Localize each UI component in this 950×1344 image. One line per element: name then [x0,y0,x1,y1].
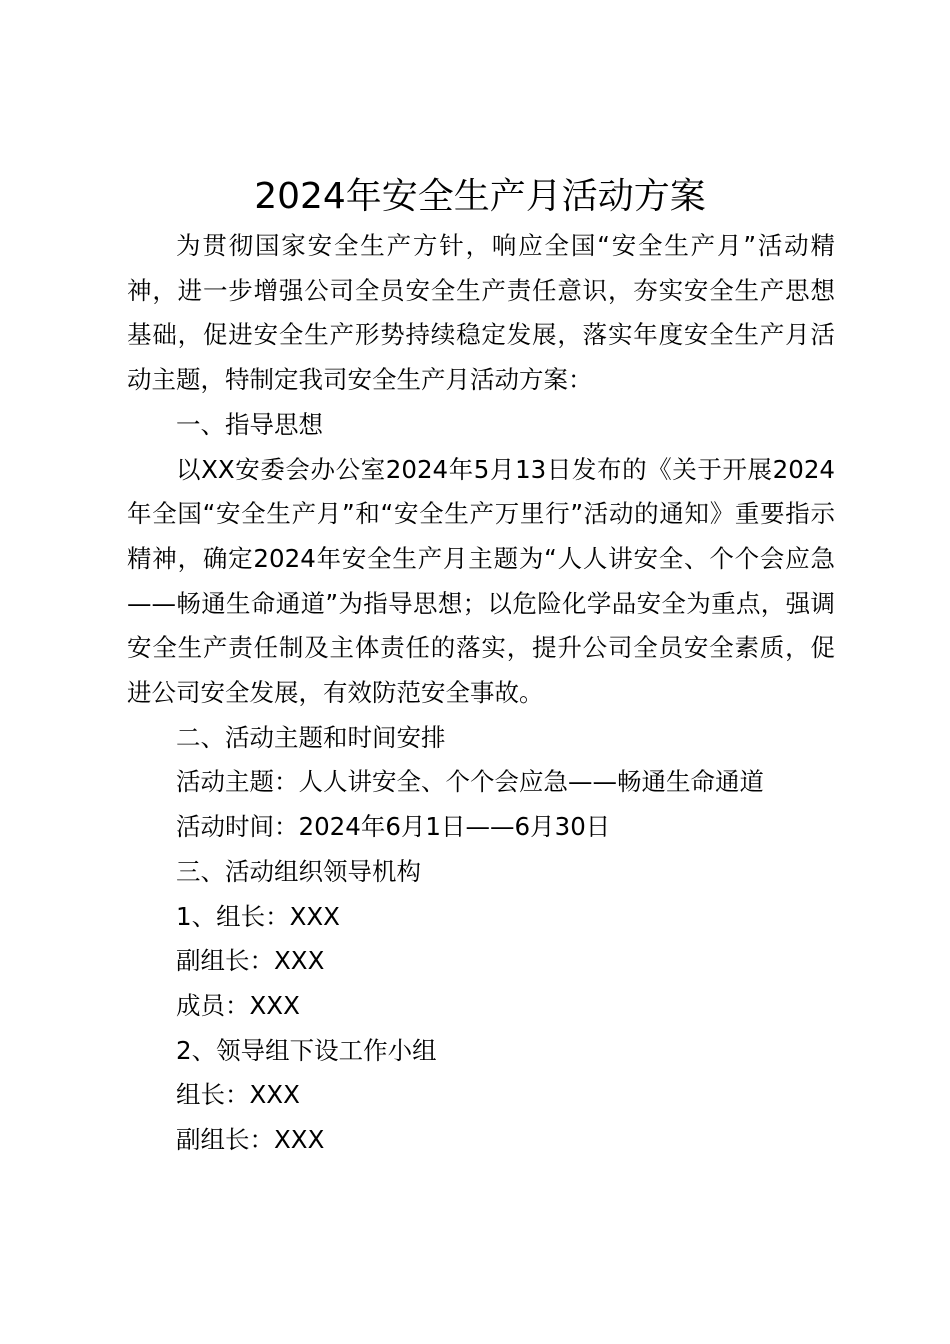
activity-theme-line: 活动主题：人人讲安全、个个会应急——畅通生命通道 [176,767,764,797]
document-title: 2024年安全生产月活动方案 [254,176,706,217]
deputy-leader-line: 副组长：XXX [176,946,325,976]
section-heading-theme-schedule: 二、活动主题和时间安排 [176,722,446,752]
document-body [127,224,835,1163]
subgroup-deputy-leader-line: 副组长：XXX [176,1125,325,1155]
subgroup-leader-line: 组长：XXX [176,1080,300,1110]
intro-paragraph: 为贯彻国家安全生产方针，响应全国“安全生产月”活动精神，进一步增强公司全员安全生产责任意识，夯实安全生产思想基础，促进安全生产形势持续稳定发展，落实年度安全生产月活动主题，特制定我司安全生产月活动方案： [127,231,835,395]
members-line: 成员：XXX [176,990,300,1020]
section-heading-leadership: 三、活动组织领导机构 [176,856,421,886]
guiding-ideology-paragraph: 以XX安委会办公室2024年5月13日发布的《关于开展2024年全国“安全生产月”和“安全生产万里行”活动的通知》重要指示精神，确定2024年安全生产月主题为“人人讲安全、个个会应急——畅通生命通道”为指导思想；以危险化学品安全为重点，强调安全生产责任制及主体责任的落实，提升公司全员安全素质，促进公司安全发展，有效防范安全事故。 [127,454,835,708]
leader-line: 1、组长：XXX [176,901,340,931]
subgroup-heading: 2、领导组下设工作小组 [176,1035,437,1065]
section-heading-guiding-ideology: 一、指导思想 [176,409,323,439]
activity-time-line: 活动时间：2024年6月1日——6月30日 [176,812,611,842]
